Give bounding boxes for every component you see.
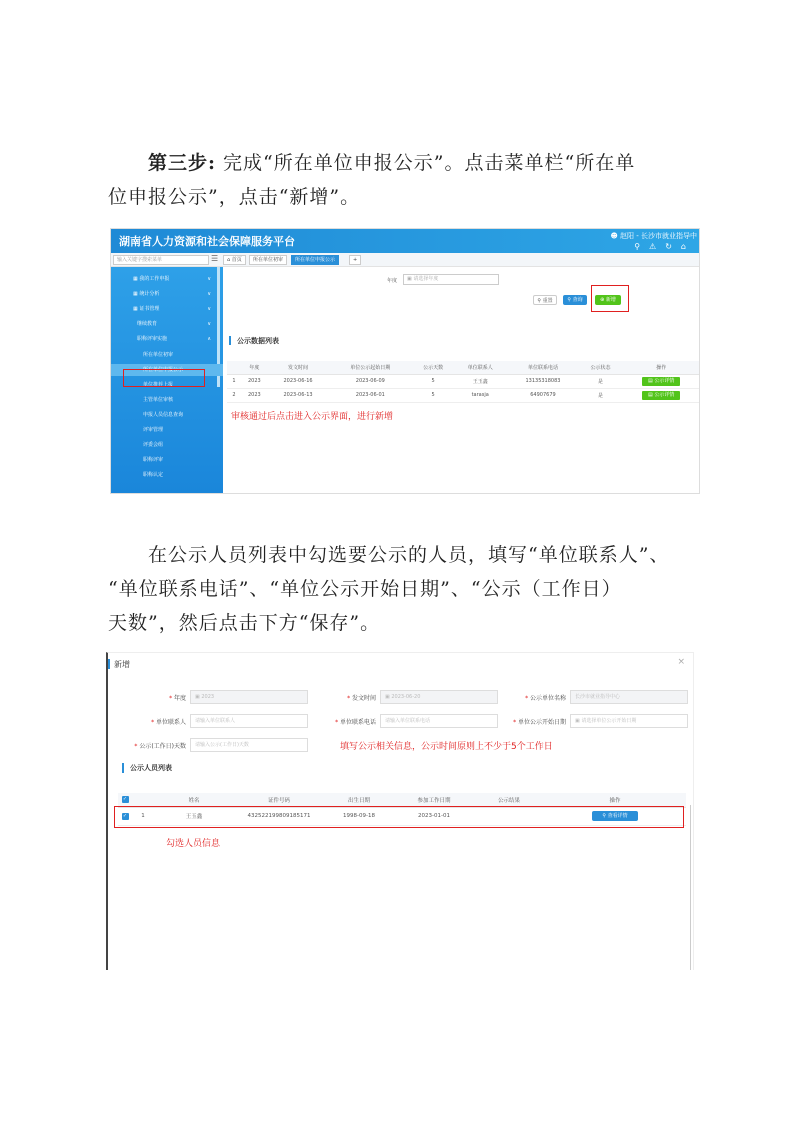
col-phone: 单位联系电话 (506, 361, 579, 374)
add-button[interactable]: ⊕ 新增 (595, 295, 621, 305)
step3-text1: 完成“所在单位申报公示”。点击菜单栏“所在单 (216, 152, 636, 174)
select-all-checkbox[interactable]: ✓ (122, 796, 128, 803)
app-header (111, 229, 700, 253)
dialog-title-marker (108, 659, 110, 669)
col-work-date: 参加工作日期 (394, 793, 474, 807)
start-date-label: * 单位公示开始日期 (513, 719, 566, 726)
reset-button[interactable]: ⚲ 重置 (533, 295, 557, 305)
table-row[interactable]: 2 2023 2023-06-13 2023-06-01 5 tarasja 64907679 是 ▤ 公示详情 (227, 388, 700, 402)
row-checkbox[interactable]: ✓ (122, 812, 128, 819)
table-row[interactable]: ✓ 1 王玉鑫 432522199809185171 1998-09-18 2023-01-01 ⚲ 查看详情 (118, 807, 686, 825)
fill-note: 填写公示相关信息，公示时间原则上不少于5个工作日 (340, 742, 553, 752)
sidebar-item-title-recog[interactable]: 职称认定 (143, 472, 164, 478)
doc-time-label: * 发文时间 (347, 695, 376, 702)
year-select[interactable]: ▣ 请选择年度 (403, 274, 499, 285)
table-row[interactable]: 1 2023 2023-06-16 2023-06-09 5 王玉鑫 13135318083 是 ▤ 公示详情 (227, 374, 700, 388)
toolbar (111, 253, 700, 267)
step3-label: 第三步: (148, 152, 217, 174)
query-button[interactable]: ⚲ 查询 (563, 295, 587, 305)
col-doc-time: 发文时间 (268, 361, 329, 374)
days-input[interactable]: 请输入公示(工作日)天数 (190, 738, 308, 752)
phone-input[interactable]: 请输入单位联系电话 (380, 714, 498, 728)
main-content (225, 269, 700, 494)
dialog-title: 新增 (114, 660, 130, 669)
sidebar-item-unit-review[interactable]: 所在单位初审 (143, 352, 174, 358)
menu-search-input[interactable]: 输入关键字搜索菜单 (113, 255, 209, 265)
tab-unit-review[interactable]: 所在单位初审 (249, 255, 287, 265)
detail-button[interactable]: ▤ 公示详情 (642, 377, 680, 386)
para2-line2: “单位联系电话”、“单位公示开始日期”、“公示（工作日） (108, 578, 622, 600)
sidebar-item-stats[interactable]: ▦ 统计分析 ∨ (133, 291, 211, 297)
screenshot-list-page (110, 228, 700, 494)
step3-paragraph (108, 146, 698, 214)
sidebar-item-committee[interactable]: 评委会组 (143, 442, 164, 448)
view-detail-button[interactable]: ⚲ 查看详情 (592, 811, 638, 821)
sidebar-item-supervisor[interactable]: 主管单位审核 (143, 397, 174, 403)
col-year: 年度 (241, 361, 268, 374)
contact-input[interactable]: 请输入单位联系人 (190, 714, 308, 728)
table-header-row (227, 361, 700, 374)
menu-toggle-icon[interactable]: ☰ (211, 254, 219, 263)
header-icons[interactable]: ⚲⚠↻⌂ (634, 242, 695, 251)
sidebar-item-title-review[interactable]: 职称评审实施 ∧ (137, 336, 211, 342)
contact-label: * 单位联系人 (151, 719, 186, 726)
year-label: 年度 (387, 278, 398, 284)
doc-time-field[interactable]: ▣ 2023-06-20 (380, 690, 498, 704)
tab-add-icon[interactable]: + (349, 255, 361, 265)
sidebar-item-cert[interactable]: ▦ 证书管理 ∨ (133, 306, 211, 312)
sidebar-item-unit-publicity[interactable]: 所在单位申报公示 (111, 364, 223, 376)
sidebar-item-title-eval[interactable]: 职称评审 (143, 457, 164, 463)
list-title: 公示人员列表 (130, 764, 172, 772)
col-result: 公示结果 (474, 793, 544, 807)
sidebar-item-applicant-query[interactable]: 申报人员信息查询 (143, 412, 184, 418)
col-status: 公示状态 (580, 361, 622, 374)
dialog-scroll-edge (690, 805, 691, 970)
col-action: 操作 (544, 793, 686, 807)
step3-text2: 位申报公示”，点击“新增”。 (108, 186, 361, 208)
highlight-box-row (114, 806, 684, 828)
tab-unit-publicity[interactable]: 所在单位申报公示 (291, 255, 339, 265)
col-id: 证件号码 (234, 793, 324, 807)
list-title-marker (122, 763, 124, 773)
sidebar-item-recommend[interactable]: 单位推荐上报 (143, 382, 174, 388)
phone-label: * 单位联系电话 (335, 719, 376, 726)
col-action: 操作 (621, 361, 700, 374)
days-label: * 公示(工作日)天数 (134, 743, 186, 750)
close-icon[interactable]: × (677, 657, 685, 667)
para2 (108, 538, 698, 640)
start-date-input[interactable]: ▣ 请选择单位公示开始日期 (570, 714, 688, 728)
col-start-date: 单位公示起始日期 (328, 361, 412, 374)
sidebar-item-education[interactable]: 继续教育 ∨ (137, 321, 211, 327)
sidebar-item-review-mgmt[interactable]: 评审管理 (143, 427, 164, 433)
table-header-row (118, 793, 686, 807)
screenshot-add-dialog (106, 652, 694, 970)
tab-home[interactable]: ⌂ 首页 (223, 255, 246, 265)
col-birth: 出生日期 (324, 793, 394, 807)
select-note: 勾选人员信息 (166, 839, 221, 849)
unit-name-label: * 公示单位名称 (525, 695, 566, 702)
para2-line1: 在公示人员列表中勾选要公示的人员，填写“单位联系人”、 (148, 544, 670, 566)
col-days: 公示天数 (412, 361, 454, 374)
highlight-box-menu (123, 369, 205, 387)
user-name[interactable]: ☻ 赵阳 - 长沙市就业指导中 (610, 232, 697, 240)
publicity-table (227, 361, 700, 403)
app-title: 湖南省人力资源和社会保障服务平台 (119, 236, 295, 248)
detail-button[interactable]: ▤ 公示详情 (642, 391, 680, 400)
sidebar-item-my-work[interactable]: ▦ 我的工作申报 ∨ (133, 276, 211, 282)
annotation-note: 审核通过后点击进入公示界面，进行新增 (231, 412, 394, 422)
col-contact: 单位联系人 (454, 361, 506, 374)
highlight-box-add (591, 285, 629, 312)
col-name: 姓名 (154, 793, 234, 807)
unit-name-field[interactable]: 长沙市就业指导中心 (570, 690, 688, 704)
section-marker (229, 336, 231, 345)
para2-line3: 天数”，然后点击下方“保存”。 (108, 612, 381, 634)
year-field[interactable]: ▣ 2023 (190, 690, 308, 704)
year-label: * 年度 (169, 695, 186, 702)
section-title: 公示数据列表 (237, 337, 279, 345)
